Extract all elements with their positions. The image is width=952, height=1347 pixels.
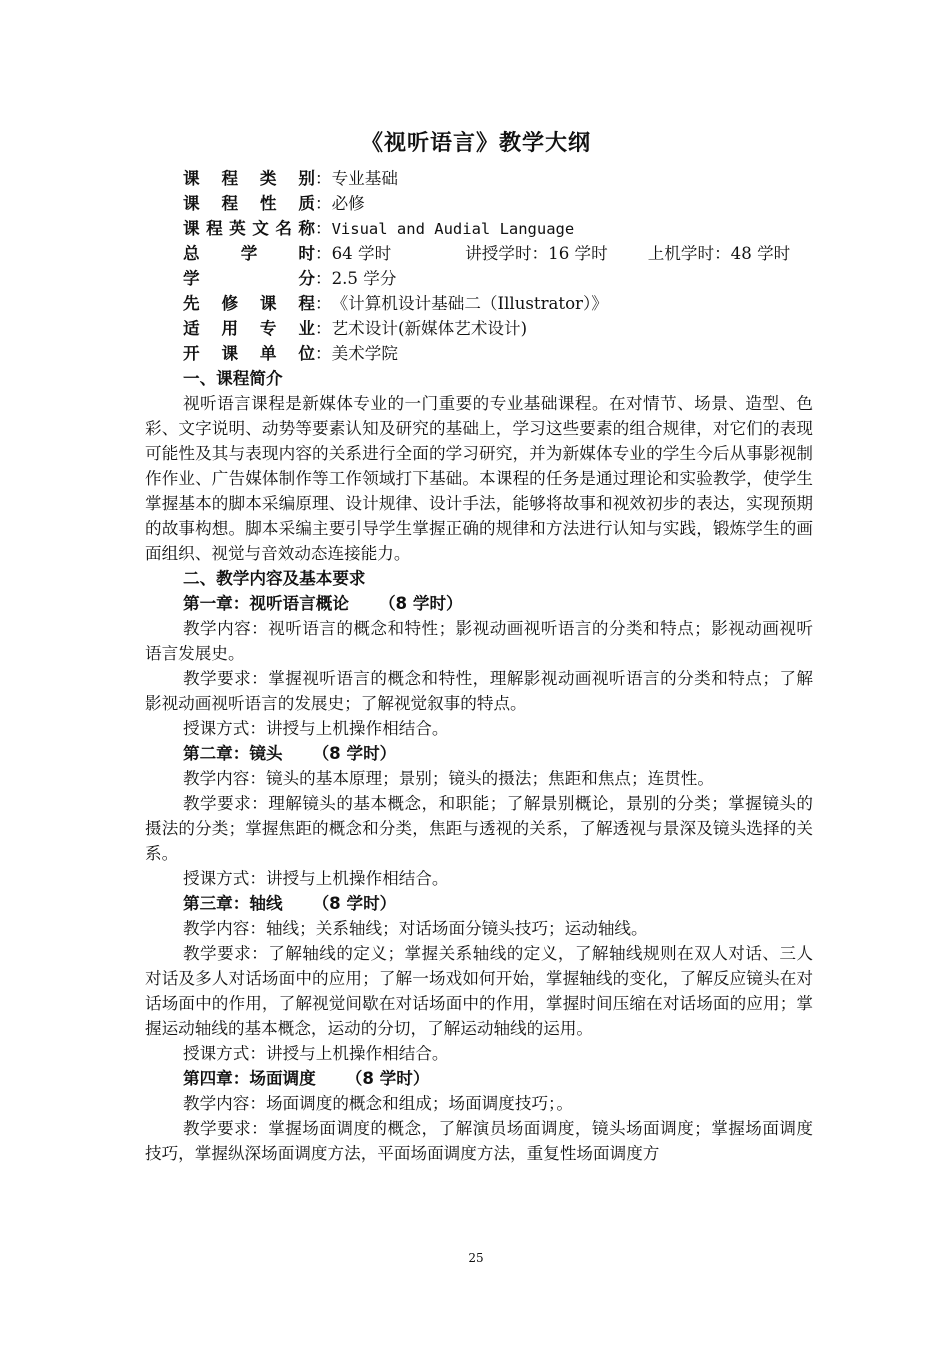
meta-nature: 课 程 性 质：必修 [145, 191, 813, 216]
chapter-content: 教学内容：轴线；关系轴线；对话场面分镜头技巧；运动轴线。 [183, 919, 648, 938]
meta-label: 课 程 性 质 [183, 194, 315, 213]
meta-value: 必修 [331, 194, 365, 213]
chapter-method: 授课方式：讲授与上机操作相结合。 [183, 719, 449, 738]
meta-label: 先 修 课 程 [183, 294, 315, 313]
chapter-hours: （8 学时） [378, 594, 463, 613]
meta-label: 课 程 类 别 [183, 169, 315, 188]
chapter-hours: （8 学时） [312, 894, 397, 913]
section-heading: 一、课程简介 [183, 369, 283, 388]
meta-value: 《计算机设计基础二（Illustrator）》 [331, 294, 608, 313]
chapter-title: 第四章：场面调度 [183, 1069, 316, 1088]
chapter-heading [145, 1066, 813, 1091]
meta-value: 美术学院 [331, 344, 398, 363]
chapter-requirement: 教学要求：掌握视听语言的概念和特性，理解影视动画视听语言的分类和特点；了解影视动画视听语言的发展史；了解视觉叙事的特点。 [145, 669, 813, 713]
meta-label: 适 用 专 业 [183, 319, 315, 338]
chapter-heading [145, 741, 813, 766]
chapter-hours: （8 学时） [312, 744, 397, 763]
chapter-hours: （8 学时） [345, 1069, 430, 1088]
chapter-method: 授课方式：讲授与上机操作相结合。 [183, 1044, 449, 1063]
chapter-title: 第三章：轴线 [183, 894, 283, 913]
chapter-content: 教学内容：视听语言的概念和特性；影视动画视听语言的分类和特点；影视动画视听语言发展史。 [145, 619, 813, 663]
meta-value: 专业基础 [331, 169, 398, 188]
document-body [145, 166, 813, 1166]
chapter-title: 第一章：视听语言概论 [183, 594, 349, 613]
chapter-content: 教学内容：场面调度的概念和组成；场面调度技巧；。 [183, 1094, 573, 1113]
meta-prerequisite: 先 修 课 程：《计算机设计基础二（Illustrator）》 [145, 291, 813, 316]
chapter-requirement: 教学要求：了解轴线的定义；掌握关系轴线的定义，了解轴线规则在双人对话、三人对话及多人对话场面中的应用；了解一场戏如何开始，掌握轴线的变化，了解反应镜头在对话场面中的作用，了解视觉间歇在对话场面中的作用，掌握时间压缩在对话场面的应用；掌握运动轴线的基本概念，运动的分切，了解运动轴线的运用。 [145, 944, 813, 1038]
chapter-title: 第二章：镜头 [183, 744, 283, 763]
meta-major: 适 用 专 业：艺术设计(新媒体艺术设计) [145, 316, 813, 341]
meta-english-name: 课程英文名称：Visual and Audial Language [145, 216, 813, 241]
meta-credit: 学 分：2.5 学分 [145, 266, 813, 291]
chapter-heading [145, 591, 813, 616]
meta-value: Visual and Audial Language [331, 220, 575, 238]
chapter-requirement: 教学要求：掌握场面调度的概念，了解演员场面调度，镜头场面调度；掌握场面调度技巧，掌握纵深场面调度方法，平面场面调度方法，重复性场面调度方 [145, 1119, 813, 1163]
meta-label: 开 课 单 位 [183, 344, 315, 363]
page-number: 25 [468, 1251, 484, 1265]
meta-label: 课程英文名称 [183, 219, 315, 238]
chapter-content: 教学内容：镜头的基本原理；景别；镜头的摄法；焦距和焦点；连贯性。 [183, 769, 714, 788]
meta-value: 2.5 学分 [331, 269, 397, 288]
meta-category: 课 程 类 别：专业基础 [145, 166, 813, 191]
document-title: 《视听语言》教学大纲 [360, 131, 591, 156]
meta-department: 开 课 单 位：美术学院 [145, 341, 813, 366]
section-heading: 二、教学内容及基本要求 [183, 569, 366, 588]
lecture-hours: 讲授学时：16 学时 [465, 244, 608, 263]
course-intro-paragraph: 视听语言课程是新媒体专业的一门重要的专业基础课程。在对情节、场景、造型、色彩、文字说明、动势等要素认知及研究的基础上，学习这些要素的组合规律，对它们的表现可能性及其与表现内容的关系进行全面的学习研究，并为新媒体专业的学生今后从事影视制作作业、广告媒体制作等工作领域打下基础。本课程的任务是通过理论和实验教学，使学生掌握基本的脚本采编原理、设计规律、设计手法，能够将故事和视效初步的表达，实现预期的故事构想。脚本采编主要引导学生掌握正确的规律和方法进行认知与实践，锻炼学生的画面组织、视觉与音效动态连接能力。 [145, 394, 813, 563]
chapter-requirement: 教学要求：理解镜头的基本概念，和职能；了解景别概论，景别的分类；掌握镜头的摄法的分类；掌握焦距的概念和分类，焦距与透视的关系，了解透视与景深及镜头选择的关系。 [145, 794, 813, 863]
meta-label: 总 学 时 [183, 244, 315, 263]
meta-hours: 总 学 时：64 学时 讲授学时：16 学时 上机学时：48 学时 [145, 241, 813, 266]
chapter-method: 授课方式：讲授与上机操作相结合。 [183, 869, 449, 888]
meta-value: 艺术设计(新媒体艺术设计) [331, 319, 528, 338]
meta-label: 学 分 [183, 269, 315, 288]
chapter-heading [145, 891, 813, 916]
meta-value: 64 学时 [331, 244, 392, 263]
lab-hours: 上机学时：48 学时 [647, 244, 791, 263]
